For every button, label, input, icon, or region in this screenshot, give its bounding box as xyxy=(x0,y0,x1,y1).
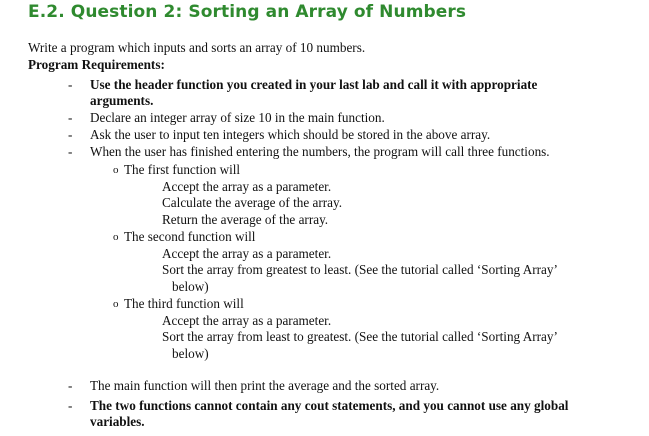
third-function-step-accept: Accept the array as a parameter. xyxy=(162,313,332,328)
second-function-step-accept: Accept the array as a parameter. xyxy=(162,246,332,261)
bullet-dash: - xyxy=(68,378,73,393)
second-function-title: The second function will xyxy=(124,229,256,244)
bullet-dash: - xyxy=(68,144,73,159)
requirement-no-cout-line2: variables. xyxy=(90,414,145,429)
bullet-dash: - xyxy=(68,127,73,142)
requirement-call-functions: When the user has finished entering the numbers, the program will call three functions. xyxy=(90,144,550,159)
first-function-step-calculate: Calculate the average of the array. xyxy=(162,195,343,210)
bullet-dash: - xyxy=(68,77,73,92)
sub-bullet-circle: o xyxy=(113,298,119,310)
requirement-header-function-line1: Use the header function you created in your last lab and call it with appropriate xyxy=(90,77,538,92)
section-heading: E.2. Question 2: Sorting an Array of Numbers xyxy=(28,2,467,22)
bullet-dash: - xyxy=(68,110,73,125)
sub-bullet-circle: o xyxy=(113,231,119,243)
bullet-dash: - xyxy=(68,398,73,413)
intro-text: Write a program which inputs and sorts an array of 10 numbers. xyxy=(28,40,366,55)
second-function-step-sort-line1: Sort the array from greatest to least. (See the tutorial called ‘Sorting Array’ xyxy=(162,262,558,277)
requirement-header-function-line2: arguments. xyxy=(90,93,154,108)
sub-bullet-circle: o xyxy=(113,164,119,176)
third-function-step-sort-line1: Sort the array from least to greatest. (See the tutorial called ‘Sorting Array’ xyxy=(162,329,558,344)
first-function-step-return: Return the average of the array. xyxy=(162,212,329,227)
requirement-print-results: The main function will then print the average and the sorted array. xyxy=(90,378,440,393)
first-function-title: The first function will xyxy=(124,162,241,177)
third-function-step-sort-line2: below) xyxy=(172,346,209,361)
first-function-step-accept: Accept the array as a parameter. xyxy=(162,179,332,194)
requirement-input-integers: Ask the user to input ten integers which should be stored in the above array. xyxy=(90,127,491,142)
requirement-no-cout-line1: The two functions cannot contain any cout statements, and you cannot use any global xyxy=(90,398,569,413)
requirement-declare-array: Declare an integer array of size 10 in the main function. xyxy=(90,110,385,125)
second-function-step-sort-line2: below) xyxy=(172,279,209,294)
third-function-title: The third function will xyxy=(124,296,244,311)
requirements-label: Program Requirements: xyxy=(28,57,165,72)
